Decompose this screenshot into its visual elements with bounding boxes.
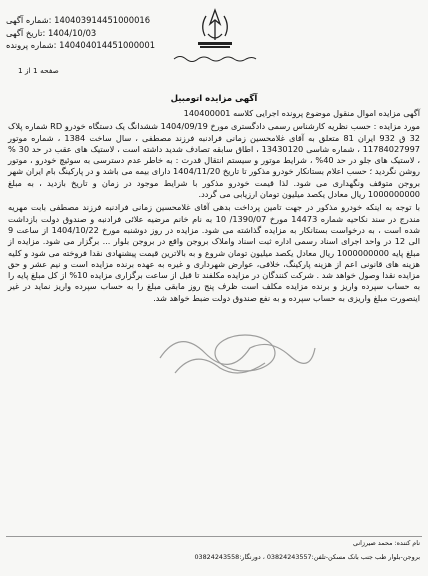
paragraph-2: مورد مزایده : حسب نظریه کارشناس رسمی دادگستری مورخ 1404/09/19 ششدانگ یک دستگاه خودرو RD شماره پلاک 32 ق 932 ایران 81 متعلق به آقای غلامحسین زمانی فرادنبه فرزند مصطفی ، سال ساخت 1384 ، شماره موتور 11784027997 ، شماره شاسی 13430120 ، اطاق سابقه تصادف شدید داشته است ، لاستیک های عقب در حد 30 % ، لاستیک های جلو در حد 40% ، شرایط موتور و سیستم انتقال قدرت : به خاطر عدم دسترسی به سوئیچ خودرو ، موتور روشن نگردید ؛ حسب اعلام بستانکار خودرو مذکور تا تاریخ 1404/11/20 دارای بیمه می باشد و در پارکینگ بام ایران شهر بروجن متوقف ونگهداری می شود. لذا قیمت خودرو مذکور با شرایط موجود در زمان و تاریخ بازدید ، به مبلغ 1000000000 ریال معادل یکصد میلیون تومان ارزیابی می گردد. bbox=[8, 121, 421, 200]
signature-stamp bbox=[150, 318, 320, 388]
emblem-icon bbox=[186, 6, 244, 52]
organization-script bbox=[170, 53, 260, 63]
notice-meta bbox=[6, 14, 206, 52]
case-number: 140404014451000001 :شماره پرونده bbox=[6, 40, 156, 51]
notice-body bbox=[8, 108, 420, 306]
footer-signer: نام کننده: محمد صیرزانی bbox=[353, 539, 420, 547]
page-info: صفحه 1 از 1 bbox=[18, 66, 59, 75]
notice-title: آگهی مزایده اتومبیل bbox=[170, 94, 258, 104]
footer-address: بروجن-بلوار طب جنب بانک مسکن-تلفن:03824243557 ، دورنگار:03824243558 bbox=[194, 553, 420, 561]
footer-divider bbox=[6, 536, 422, 537]
paragraph-1: آگهی مزایده اموال منقول موضوع پرونده اجرایی کلاسه 140400001 bbox=[183, 108, 420, 118]
notice-number: 140403914451000016 :شماره آگهی bbox=[6, 15, 151, 25]
notice-date: 1404/10/03 :تاریخ آگهی bbox=[6, 27, 97, 38]
paragraph-3: با توجه به اینکه خودرو مذکور در جهت تامین پرداخت بدهی آقای غلامحسین زمانی فرادنبه فرزند مصطفی بابت مهریه مندرج در سند نکاحیه شماره 14473 مورخ 1390/07/ 10 به نام خانم مرضیه علائی فرادنبه و صندوق دولت بازداشت شده است ، به درخواست بستانکار به مزایده گذاشته می شود. مزایده در روز دوشنبه مورخ 1404/10/22 از ساعت 9 الی 12 در واحد اجرای اسناد رسمی اداره ثبت اسناد واملاک بروجن واقع در بروجن بلوار ... برگزار می شود. مزایده از مبلغ پایه 1000000000 ریال معادل یکصد میلیون تومان شروع و به بالاترین قیمت پیشنهادی نقدا فروخته می شود و کلیه هزینه های قانونی اعم از هزینه پارکینگ، خلافی، عوارض شهرداری و غیره به عهده برنده مزایده است و نیم عشر و حق مزایده نقدا وصول خواهد شد . شرکت کنندگان در مزایده مکلفند تا قبل از ساعت برگزاری مزایده 10% از کل مبلغ پایه را به حساب سپرده واریز و برنده مزایده مکلف است ظرف پنج روز مابقی مبلغ را به حساب سپرده واریز نماید در غیر اینصورت مبلغ واریزی به حساب سپرده و به نفع صندوق دولت ضبط خواهد شد. bbox=[8, 202, 420, 303]
